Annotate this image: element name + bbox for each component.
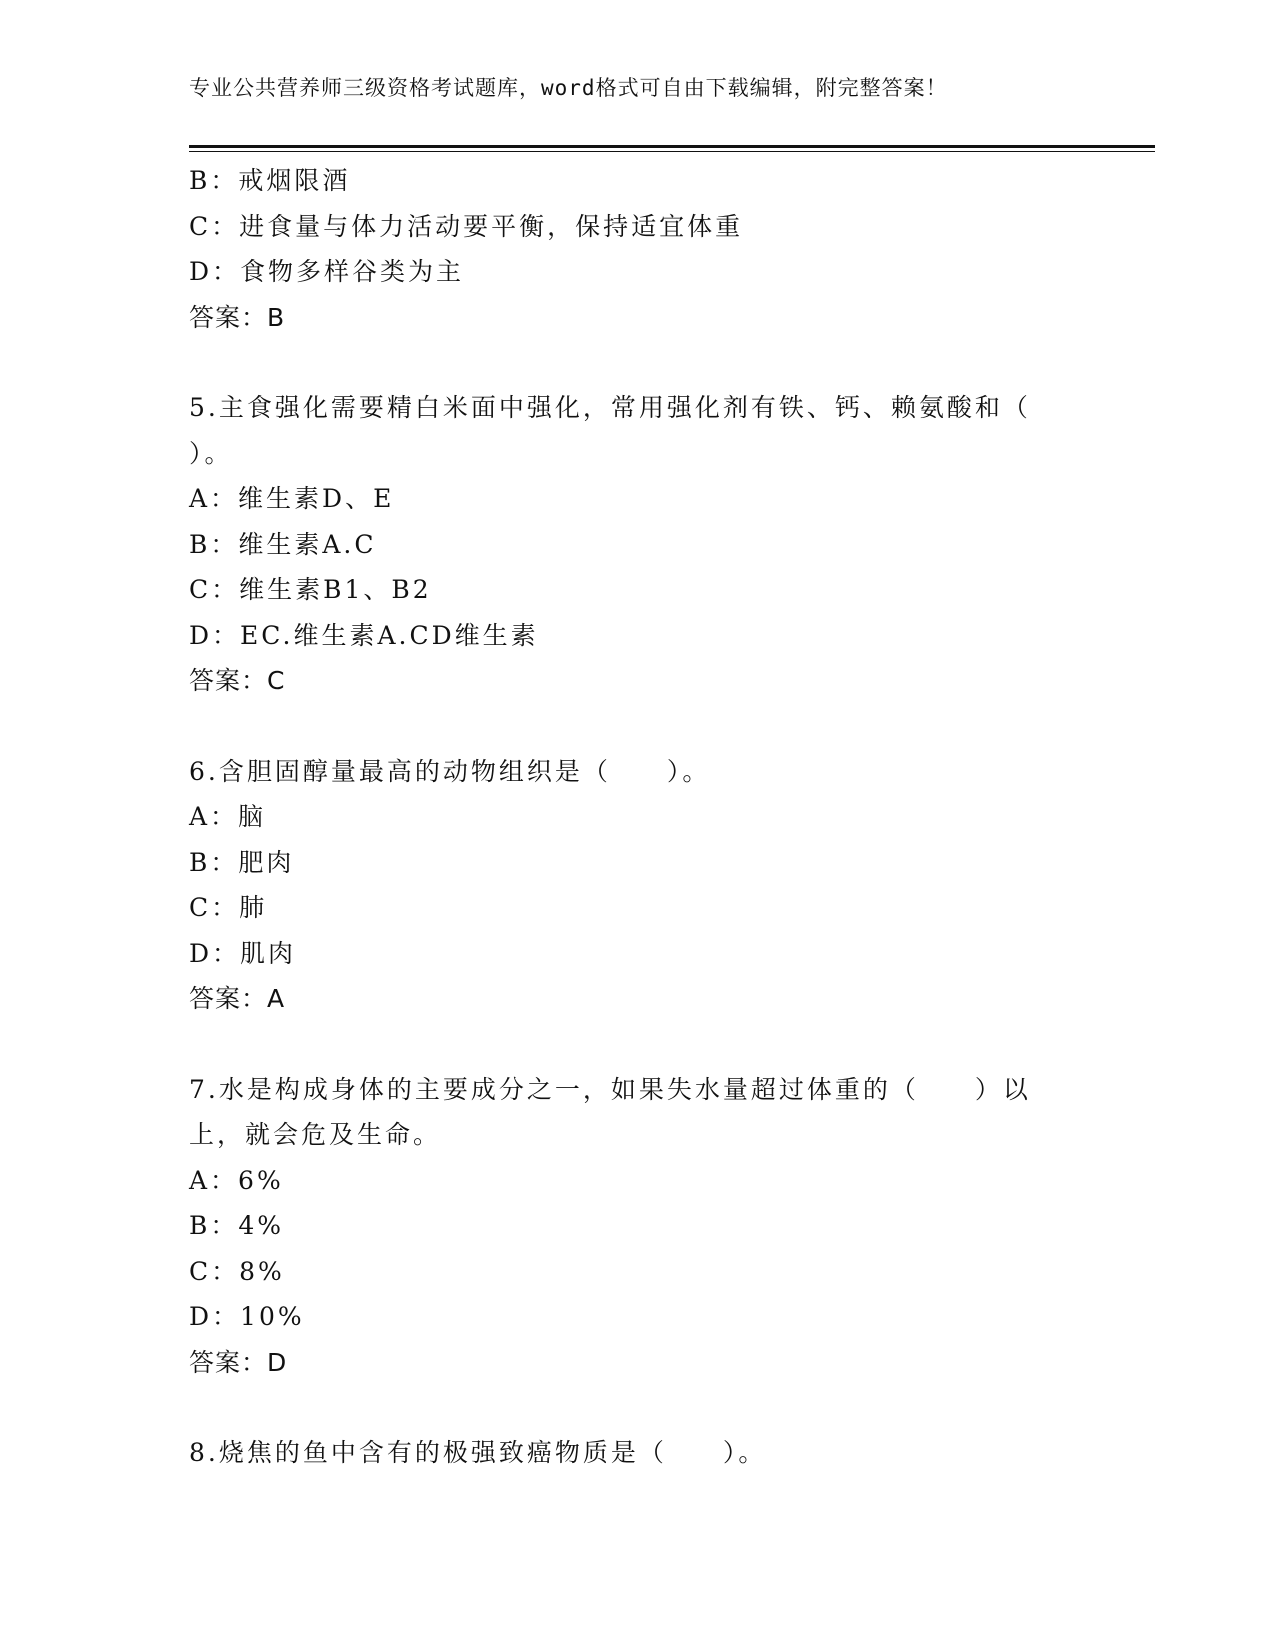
- option-d: D：10%: [189, 1302, 305, 1331]
- option-a: A：维生素D、E: [189, 484, 395, 513]
- answer-label: 答案：B: [189, 302, 286, 332]
- option-c: C：维生素B1、B2: [189, 575, 432, 604]
- answer-label: 答案：D: [189, 1347, 288, 1377]
- question-text-line-2: ）。: [189, 438, 233, 468]
- option-c: C：进食量与体力活动要平衡，保持适宜体重: [189, 211, 744, 241]
- question-6: [189, 749, 1089, 1022]
- page-header: 专业公共营养师三级资格考试题库，word格式可自由下载编辑，附完整答案！: [189, 76, 948, 100]
- question-5: [189, 385, 1089, 704]
- question-4-continued: [189, 158, 1089, 340]
- option-a: A：脑: [189, 802, 267, 831]
- option-b: B：4%: [189, 1211, 285, 1240]
- answer-label: 答案：C: [189, 666, 286, 695]
- question-text-line-1: 8.烧焦的鱼中含有的极强致癌物质是（ ）。: [189, 1438, 767, 1467]
- document-content: [189, 158, 1089, 1476]
- spacer: [189, 1022, 1089, 1067]
- option-c: C：8%: [189, 1256, 285, 1286]
- question-text-line-1: 6.含胆固醇量最高的动物组织是（ ）。: [189, 756, 711, 786]
- spacer: [189, 340, 1089, 385]
- header-rule-thick: [189, 145, 1155, 148]
- option-d: D：肌肉: [189, 938, 297, 968]
- option-c: C：肺: [189, 893, 268, 922]
- answer-label: 答案：A: [189, 984, 286, 1013]
- question-text-line-2: 上，就会危及生命。: [189, 1120, 442, 1149]
- spacer: [189, 1385, 1089, 1430]
- question-7: [189, 1067, 1089, 1386]
- option-b: B：戒烟限酒: [189, 166, 351, 195]
- header-rule-thin: [189, 151, 1155, 152]
- question-8: [189, 1430, 1089, 1476]
- spacer: [189, 704, 1089, 749]
- option-d: D：食物多样谷类为主: [189, 257, 465, 286]
- option-a: A：6%: [189, 1165, 284, 1195]
- option-d: D：EC.维生素A.CD维生素: [189, 620, 539, 650]
- option-b: B：肥肉: [189, 847, 295, 877]
- option-b: B：维生素A.C: [189, 529, 377, 559]
- question-text-line-1: 7.水是构成身体的主要成分之一，如果失水量超过体重的（ ）以: [189, 1074, 1031, 1104]
- question-text-line-1: 5.主食强化需要精白米面中强化，常用强化剂有铁、钙、赖氨酸和（: [189, 393, 1031, 422]
